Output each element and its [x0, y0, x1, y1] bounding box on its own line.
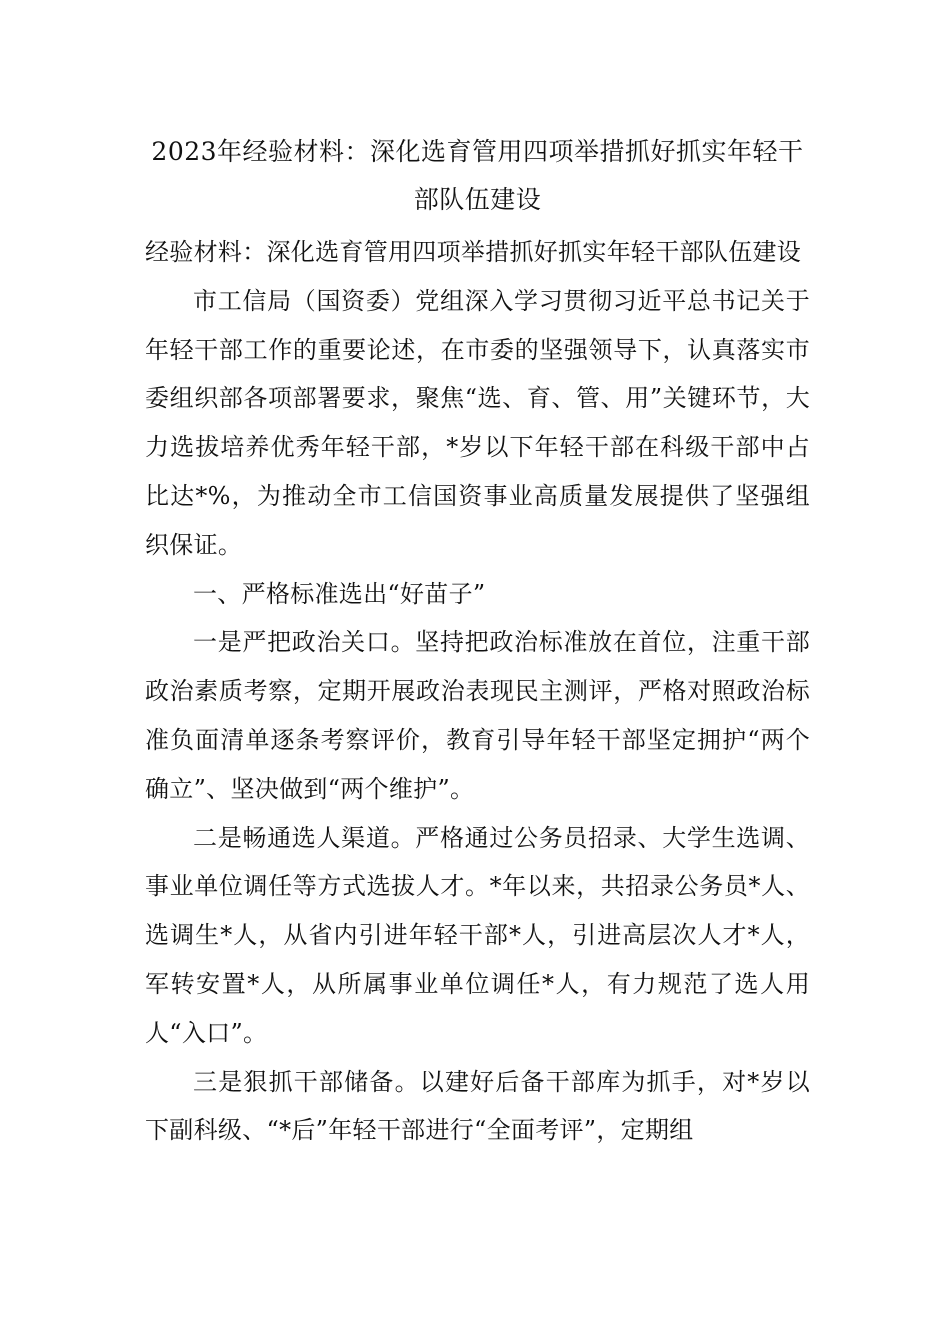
document-title: 2023年经验材料：深化选育管用四项举措抓好抓实年轻干部队伍建设: [151, 137, 804, 214]
paragraph-point-1: 一是严把政治关口。坚持把政治标准放在首位，注重干部政治素质考察，定期开展政治表现民主测评，严格对照政治标准负面清单逐条考察评价，教育引导年轻干部坚定拥护“两个确立”、坚决做到“两个维护”。: [145, 628, 810, 803]
paragraph-point-3: 三是狠抓干部储备。以建好后备干部库为抓手，对*岁以下副科级、“*后”年轻干部进行“全面考评”，定期组: [145, 1067, 810, 1145]
paragraph-point-2: 二是畅通选人渠道。严格通过公务员招录、大学生选调、事业单位调任等方式选拔人才。*年以来，共招录公务员*人、选调生*人，从省内引进年轻干部*人，引进高层次人才*人，军转安置*人，从所属事业单位调任*人，有力规范了选人用人“入口”。: [145, 823, 810, 1047]
document-subtitle: 经验材料：深化选育管用四项举措抓好抓实年轻干部队伍建设: [145, 238, 802, 266]
paragraph-intro: 市工信局（国资委）党组深入学习贯彻习近平总书记关于年轻干部工作的重要论述，在市委的坚强领导下，认真落实市委组织部各项部署要求，聚焦“选、育、管、用”关键环节，大力选拔培养优秀年轻干部，*岁以下年轻干部在科级干部中占比达*%，为推动全市工信国资事业高质量发展提供了坚强组织保证。: [145, 286, 810, 559]
document-body: [145, 128, 810, 1155]
section-heading-1: 一、严格标准选出“好苗子”: [193, 579, 486, 608]
